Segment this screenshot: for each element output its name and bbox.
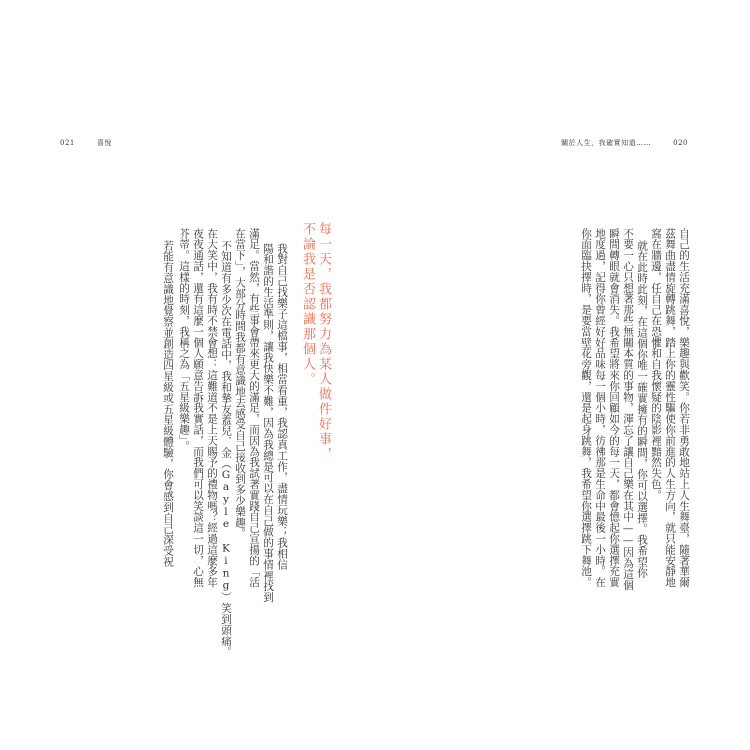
body-line: 若能有意識地覺察並創造四星級或五星級體驗，你會感到自己深受祝 [162,240,174,567]
left-running-head: 喜悅 [96,139,112,147]
body-line: 你面臨抉擇時，是要當壁花旁觀，還是起身跳舞，我希望你選擇跳下舞池。 [580,228,592,588]
body-line: 在大笑中，我有時不禁會想：這難道不是上天賜予的禮物嗎？經過這麼多年 [206,228,218,588]
left-page-header [60,138,112,148]
right-running-head: 關於人生，我確實知道…… [561,139,652,147]
body-line: 芥蒂。這樣的時刻，我稱之為「五星級樂趣」。 [178,228,190,452]
body-line: 陽和諧的生活準則，讓我快樂不難，因為我總是可以在自己做的事情裡找到 [262,243,274,603]
body-line: 在當下」，大部分時間我都有意識地去感受自己接收到多少樂趣。 [234,228,246,539]
body-line: 夜夜通話，還有這麼一個人願意告訴我實話，而我們可以笑談這一切，心無 [192,228,204,588]
body-line: 就在此時此刻，在這個你唯一確實擁有的瞬間，你可以選擇。我希望你 [636,240,648,578]
body-line: 滿足。當然，有些事會帶來更大的滿足，而因為我試著實踐自己宣揚的「活 [248,228,260,588]
body-line: 不要一心只想著那些無關本質的事物，渾忘了讓自己樂在其中——因為這個 [622,228,634,591]
body-line: 瞬間轉眼就會消失。我希望將來你回顧如今的每一天，都會憶起你選擇充實 [608,228,620,588]
body-line: 茲舞曲盡情旋轉跳舞，踏上你的靈性驅使你前進的人生方向，就只能安靜地 [664,228,676,588]
body-line: 自己的生活充滿喜悅，樂趣與歡笑。你若非勇敢地站上人生舞臺，隨著華爾 [678,228,690,588]
body-line: 地度過，記得你曾經好好品味每一個小時，彷彿那是生命中最後一小時。在 [594,228,606,588]
body-line: 窩在牆邊，任自己在恐懼和自我懷疑的陰影裡黯然失色。 [650,228,662,501]
right-page-number: 020 [673,139,688,147]
right-page-header [561,138,688,148]
pull-quote-line: 每一天，我都努力為某人做件好事， [316,222,331,462]
body-line: 我對自己找樂子這檔事，相當看重，我認真工作，盡情玩樂；我相信 [276,243,288,570]
left-page-number: 021 [60,139,75,147]
pull-quote-line: 不論我是否認識那個人。 [300,222,315,387]
body-line: 不知道有多少次在電話中，我和摯友蓋兒．金（Gayle King）笑到頭痛。 [220,240,232,658]
